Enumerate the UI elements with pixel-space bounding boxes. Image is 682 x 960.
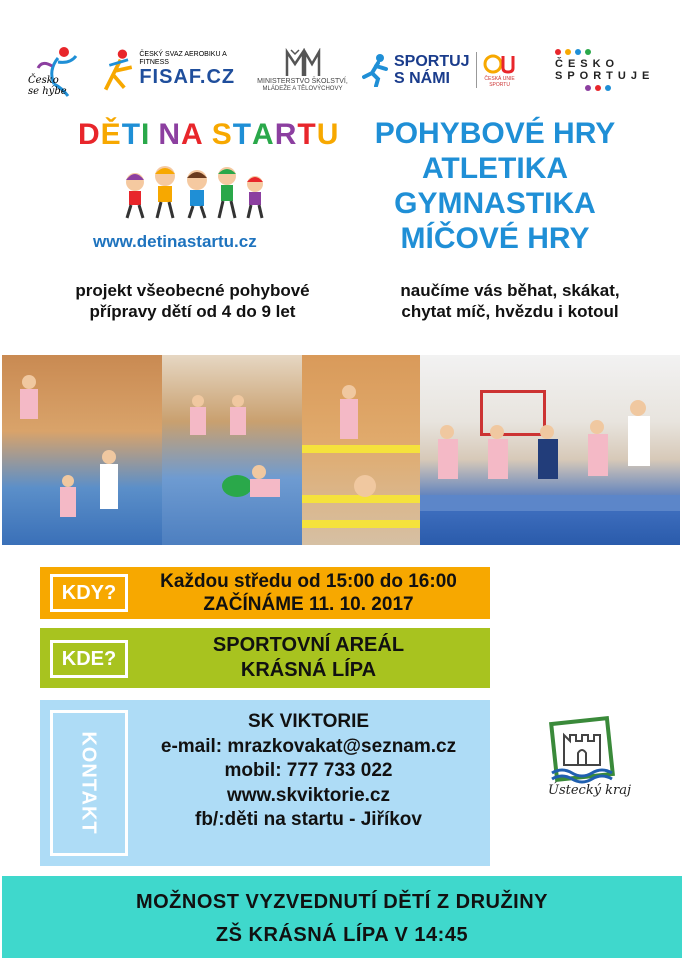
photo-gym-1 <box>2 355 162 545</box>
brand-title-letter: T <box>297 118 317 151</box>
cesko-sportuje-line-1: ČESKO <box>555 58 620 70</box>
msmt-line-1: MINISTERSTVO ŠKOLSTVÍ, <box>257 78 348 86</box>
sportuj-s-nami-logo <box>362 40 522 100</box>
brand-title-letter: Ě <box>100 118 122 151</box>
contact-tag-text: KONTAKT <box>78 731 100 835</box>
msmt-emblem-icon <box>285 48 321 78</box>
sportuj-line-2: S NÁMI <box>394 70 450 87</box>
when-info <box>132 570 485 616</box>
contact-phone: mobil: 777 733 022 <box>224 760 393 781</box>
sport-item: POHYBOVÉ HRY <box>374 117 616 150</box>
venue-town: KRÁSNÁ LÍPA <box>240 659 377 681</box>
project-description-line: přípravy dětí od 4 do 9 let <box>89 302 296 321</box>
contact-band <box>40 700 490 866</box>
pickup-notice-line: ZŠ KRÁSNÁ LÍPA V 14:45 <box>215 924 469 946</box>
photo-gym-3 <box>302 355 420 545</box>
project-description-line: projekt všeobecné pohybové <box>75 281 310 300</box>
brand-title-letter: S <box>211 118 233 151</box>
brand-title-letter: R <box>274 118 298 151</box>
brand-title-letter: N <box>158 118 182 151</box>
cus-emblem-icon <box>483 52 517 76</box>
region-label: Ústecký kraj <box>548 783 632 798</box>
fisaf-figure-icon <box>100 45 137 95</box>
sports-list <box>345 116 645 256</box>
logo-row <box>0 40 682 100</box>
brand-title-letter: A <box>181 118 204 151</box>
where-tag: KDE? <box>50 640 128 678</box>
photo-gym-2 <box>162 355 302 545</box>
photo-gym-4 <box>420 355 680 545</box>
where-band <box>40 628 490 688</box>
photo-collage <box>2 355 680 545</box>
sport-item: MÍČOVÉ HRY <box>400 222 590 255</box>
brand-title <box>78 118 339 152</box>
sport-item: ATLETIKA <box>421 152 569 185</box>
skills-description-line: chytat míč, hvězdu i kotoul <box>401 302 619 321</box>
cesko-sportuje-logo <box>555 40 665 100</box>
venue-name: SPORTOVNÍ AREÁL <box>212 634 405 656</box>
runner-icon <box>362 53 390 87</box>
color-dots-bottom-icon <box>585 85 611 91</box>
msmt-line-2: MLÁDEŽE A TĚLOVÝCHOVY <box>262 85 343 92</box>
brand-title-letter: A <box>252 118 275 151</box>
project-description <box>35 280 350 322</box>
sportuj-line-1: SPORTUJ <box>394 53 470 70</box>
when-tag: KDY? <box>50 574 128 612</box>
fisaf-title: FISAF.CZ <box>139 65 236 88</box>
cesko-sportuje-line-2: SPORTUJE <box>555 70 655 82</box>
fisaf-subtitle: ČESKÝ SVAZ AEROBIKU A FITNESS <box>139 51 227 66</box>
start-date-text: ZAČÍNÁME 11. 10. 2017 <box>203 594 414 615</box>
when-band <box>40 567 490 619</box>
brand-title-letter: U <box>316 118 340 151</box>
brand-title-letter: D <box>78 118 101 151</box>
club-name: SK VIKTORIE <box>247 711 370 732</box>
schedule-text: Každou středu od 15:00 do 16:00 <box>160 571 457 592</box>
fisaf-logo <box>100 40 250 100</box>
pickup-notice-line: MOŽNOST VYZVEDNUTÍ DĚTÍ Z DRUŽINY <box>135 891 549 913</box>
contact-info <box>132 710 485 833</box>
msmt-logo <box>255 40 350 100</box>
where-info <box>132 633 485 683</box>
club-website-link[interactable]: www.skviktorie.cz <box>227 784 390 806</box>
cesko-se-hybe-text: Česko se hýbe <box>28 75 67 97</box>
contact-tag <box>50 710 128 856</box>
kids-illustration-icon <box>115 160 275 222</box>
sport-item: GYMNASTIKA <box>394 187 596 220</box>
skills-description <box>350 280 670 322</box>
logo-divider <box>476 52 477 88</box>
cus-text: ČESKÁ UNIE SPORTU <box>484 76 515 88</box>
brand-title-letter: T <box>121 118 142 151</box>
pickup-notice-footer <box>2 876 682 958</box>
skills-description-line: naučíme vás běhat, skákat, <box>400 281 620 300</box>
contact-email-link[interactable]: e-mail: mrazkovakat@seznam.cz <box>160 735 457 757</box>
brand-title-letter: I <box>141 118 151 151</box>
color-dots-icon <box>555 49 591 55</box>
facebook-link[interactable]: fb/:děti na startu - Jiříkov <box>195 809 422 830</box>
cesko-se-hybe-logo <box>28 40 88 100</box>
brand-website-link[interactable]: www.detinastartu.cz <box>93 232 257 251</box>
brand-title-letter: T <box>232 118 253 151</box>
